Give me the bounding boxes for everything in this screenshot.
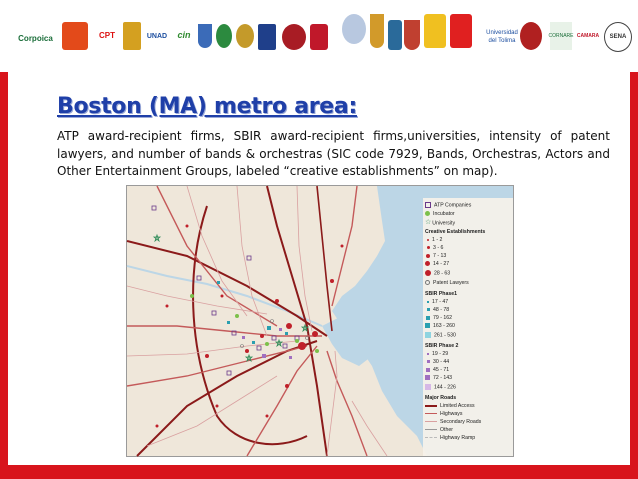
sbir1-square-icon — [426, 316, 430, 320]
shield-logo-1 — [198, 24, 212, 48]
legend-sbir2-range — [425, 384, 456, 390]
incubator-dot-icon — [425, 211, 430, 216]
incubator — [190, 294, 194, 298]
secondary-road-line-icon — [425, 421, 437, 422]
shield-logo-10 — [424, 14, 446, 48]
creative-establishment — [205, 354, 209, 358]
sbir2-square-icon — [425, 384, 431, 390]
corpoica-logo-text: Corpoica — [18, 34, 53, 43]
creative-establishment — [260, 334, 264, 338]
sbir-phase1-firm — [285, 332, 288, 335]
other-road-line-icon — [425, 429, 437, 430]
legend-road — [425, 411, 463, 417]
atp-company — [212, 311, 216, 315]
sbir-phase2-firm — [242, 336, 245, 339]
sbir2-square-icon — [427, 353, 429, 355]
corpoica-logo — [8, 28, 63, 50]
road-highway-5 — [247, 346, 317, 456]
legend-sbir1-range — [425, 307, 449, 313]
atp-company — [247, 256, 251, 260]
sbir2-square-icon — [427, 360, 430, 363]
legend-sbir1-heading: SBIR Phase1 — [425, 291, 458, 297]
legend-road — [425, 419, 481, 425]
slide-frame-left — [0, 72, 8, 465]
road-highway-3 — [127, 346, 307, 386]
legend-university-label: University — [432, 220, 456, 227]
legend-sbir1-range-label: 163 - 260 — [433, 323, 455, 329]
shield-logo-2 — [216, 24, 232, 48]
shield-logo-4 — [258, 24, 276, 50]
sbir-phase1-firm — [217, 281, 220, 284]
legend-roads-heading: Major Roads — [425, 395, 457, 401]
creative-establishment — [266, 415, 269, 418]
creative-establishment — [221, 295, 224, 298]
sbir-phase2-firm — [262, 354, 266, 358]
legend-patent-lawyers-label: Patent Lawyers — [433, 280, 469, 286]
road-highway-6 — [327, 351, 367, 456]
camara-logo-text: CAMARA — [576, 33, 600, 39]
creative-establishment — [216, 405, 219, 408]
legend-creative-range-label: 1 - 2 — [432, 237, 443, 243]
creative-dot-icon — [427, 239, 429, 241]
atp-company — [152, 206, 156, 210]
round-seal-logo — [342, 14, 366, 44]
road-secondary-3 — [147, 376, 277, 446]
road-highway-1 — [127, 326, 322, 336]
legend-creative-range — [425, 253, 446, 259]
legend-sbir1-range — [425, 332, 456, 338]
legend-road-label: Other — [440, 427, 453, 433]
legend-sbir2-range — [425, 375, 452, 381]
creative-establishment — [186, 225, 189, 228]
logo-bar — [0, 0, 638, 72]
incubator — [315, 349, 319, 353]
atp-company — [197, 276, 201, 280]
creative-establishment — [286, 323, 292, 329]
patent-lawyer-circle-icon — [425, 280, 430, 285]
creative-dot-icon — [425, 261, 430, 266]
shield-logo-12 — [520, 22, 542, 50]
incubator — [265, 342, 269, 346]
legend-road — [425, 427, 453, 433]
atp-company — [227, 371, 231, 375]
sbir-phase1-firm — [252, 341, 255, 344]
university — [154, 235, 160, 241]
creative-establishment — [330, 279, 334, 283]
legend-sbir1-range-label: 48 - 78 — [433, 307, 450, 313]
legend-road-label: Highway Ramp — [440, 435, 476, 441]
creative-establishment — [245, 349, 249, 353]
sena-logo — [604, 22, 632, 52]
legend-creative-range-label: 3 - 6 — [433, 245, 444, 251]
legend-road-label: Limited Access — [440, 403, 475, 409]
slide-title: Boston (MA) metro area: — [57, 94, 357, 119]
creative-dot-icon — [425, 270, 431, 276]
sbir-phase2-firm — [289, 356, 292, 359]
university-star-icon: ☆ — [425, 219, 432, 226]
legend-road — [425, 435, 475, 441]
slide-description: ATP award-recipient firms, SBIR award-recipient firms,universities, intensity of patent lawyers, and number of bands & orchestras (SIC code 7929, Bands, Orchestras, Actors and Other Entertainment Groups, labeled “creative establishments” on map). — [57, 129, 610, 178]
creative-establishment — [312, 331, 318, 337]
incubator — [235, 314, 239, 318]
legend-incubator — [425, 211, 455, 217]
sbir1-square-icon — [425, 323, 430, 328]
legend-sbir2-range-label: 45 - 71 — [433, 367, 450, 373]
legend-sbir2-heading: SBIR Phase 2 — [425, 343, 459, 349]
atp-company — [272, 336, 276, 340]
cornare-logo — [550, 22, 572, 50]
creative-dot-icon — [427, 246, 430, 249]
creative-establishment — [298, 342, 306, 350]
cpt-logo-text: CPT — [99, 31, 115, 40]
legend-sbir2-range — [425, 367, 449, 373]
highway-line-icon — [425, 413, 437, 415]
atp-company — [283, 344, 287, 348]
creative-establishment — [156, 425, 159, 428]
shield-logo-11 — [450, 14, 472, 48]
legend-sbir1-range-label: 17 - 47 — [432, 299, 449, 305]
legend-creative-range-label: 28 - 63 — [434, 270, 451, 277]
legend-sbir1-range — [425, 323, 455, 329]
legend-creative-range — [425, 261, 449, 267]
slide-frame-right — [630, 72, 638, 465]
shield-logo-8 — [388, 20, 402, 50]
legend-creative-range — [425, 237, 442, 243]
sbir1-square-icon — [427, 301, 429, 303]
road-secondary-6 — [127, 341, 297, 356]
legend-sbir1-range — [425, 315, 452, 321]
university-seal-logo — [123, 22, 141, 50]
legend-creative-range — [425, 245, 443, 251]
legend-sbir2-range — [425, 351, 448, 357]
sbir-phase1-firm — [267, 326, 271, 330]
sbir1-square-icon — [425, 332, 431, 338]
creative-dot-icon — [426, 254, 430, 258]
cin-logo-text: cin — [177, 30, 191, 40]
universidad-del-tolima-logo — [486, 24, 518, 50]
patent-lawyer — [271, 320, 274, 323]
legend-road-label: Highways — [440, 411, 463, 417]
red-square-logo — [62, 22, 88, 50]
shield-logo-5 — [282, 24, 306, 50]
legend-sbir1-range — [425, 299, 448, 305]
legend-atp-label: ATP Companies — [434, 202, 472, 209]
sbir2-square-icon — [426, 368, 430, 372]
camara-logo — [576, 22, 600, 50]
boston-metro-map — [126, 185, 514, 457]
cornare-logo-text: CORNARE — [548, 33, 574, 39]
legend-university — [425, 220, 455, 226]
creative-establishment — [166, 305, 169, 308]
legend-patent-lawyers — [425, 280, 469, 286]
shield-logo-7 — [370, 14, 384, 48]
creative-establishment — [341, 245, 344, 248]
legend-creative-range-label: 14 - 27 — [433, 261, 450, 267]
legend-sbir2-range-label: 72 - 143 — [433, 375, 453, 381]
legend-creative-range — [425, 270, 450, 276]
road-highway-2 — [157, 186, 277, 326]
creative-establishment — [285, 384, 289, 388]
unad-logo-text: UNAD — [146, 33, 168, 40]
unad-logo — [144, 26, 170, 48]
sbir-phase1-firm — [227, 321, 230, 324]
legend-road — [425, 403, 475, 409]
road-secondary-5 — [297, 186, 312, 331]
atp-square-icon — [425, 202, 431, 208]
atp-company — [257, 346, 261, 350]
legend-road-label: Secondary Roads — [440, 419, 482, 425]
road-secondary-1 — [127, 286, 267, 314]
cin-logo — [170, 26, 198, 44]
legend-atp-companies — [425, 202, 471, 208]
legend-incubator-label: Incubator — [433, 211, 455, 217]
slide-frame-bottom — [0, 465, 638, 479]
legend-sbir2-range-label: 30 - 44 — [433, 359, 450, 365]
road-limited-access-2 — [267, 186, 327, 456]
sbir1-square-icon — [427, 308, 430, 311]
legend-sbir2-range-label: 19 - 29 — [432, 351, 449, 357]
road-limited-access-4 — [317, 186, 332, 331]
legend-creative-heading: Creative Establishments — [425, 229, 486, 235]
legend-sbir1-range-label: 79 - 162 — [433, 315, 453, 321]
sena-logo-text: SENA — [609, 34, 627, 40]
incubator — [295, 339, 299, 343]
universidad-del-tolima-logo-text: Universidad del Tolima — [486, 30, 518, 44]
legend-sbir1-range-label: 261 - 530 — [434, 332, 456, 339]
shield-logo-3 — [236, 24, 254, 48]
sbir-phase2-firm — [279, 328, 282, 331]
sbir2-square-icon — [425, 375, 430, 380]
creative-establishment — [275, 299, 279, 303]
limited-access-line-icon — [425, 405, 437, 407]
shield-logo-6 — [310, 24, 328, 50]
legend-creative-range-label: 7 - 13 — [433, 253, 447, 259]
cpt-logo — [93, 28, 121, 44]
legend-sbir2-range-label: 144 - 226 — [434, 384, 456, 391]
legend-sbir2-range — [425, 359, 449, 365]
highway-ramp-line-icon — [425, 437, 437, 439]
shield-logo-9 — [404, 20, 420, 50]
